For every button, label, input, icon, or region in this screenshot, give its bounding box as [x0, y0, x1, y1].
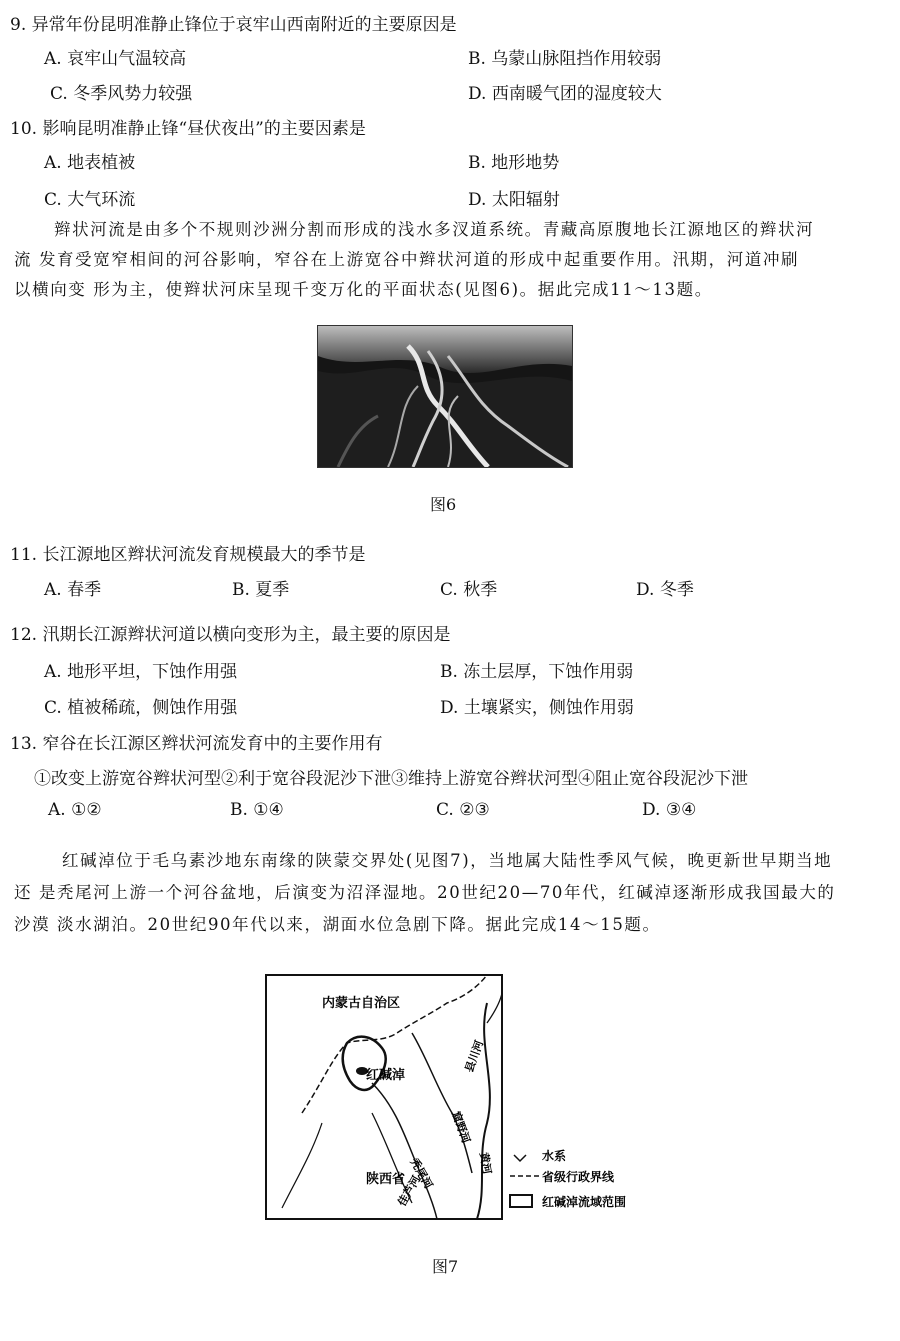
- figure-6-caption: 图6: [430, 495, 457, 514]
- q12-option-a: A. 地形平坦，下蚀作用强: [44, 662, 238, 682]
- label-inner-mongolia: 内蒙古自治区: [322, 995, 401, 1010]
- legend-basin-icon: [510, 1195, 532, 1207]
- label-kuye-river: 窟野河: [449, 1109, 472, 1146]
- q10-stem: 10. 影响昆明准静止锋“昼伏夜出”的主要因素是: [10, 119, 366, 139]
- q9-option-b: B. 乌蒙山脉阻挡作用较弱: [468, 49, 662, 69]
- q12-option-d: D. 土壤紧实，侧蚀作用弱: [440, 698, 634, 718]
- label-tuwei-river: 秃尾河: [407, 1156, 435, 1192]
- q13-option-b: B. ①④: [230, 800, 284, 820]
- q13-statements: ①改变上游宽谷辫状河型②利于宽谷段泥沙下泄③维持上游宽谷辫状河型④阻止宽谷段泥沙下泄: [34, 769, 748, 789]
- q12-stem: 12. 汛期长江源辫状河道以横向变形为主，最主要的原因是: [10, 625, 451, 645]
- figure-6-braided-river-photo: [317, 325, 573, 468]
- q11-option-c: C. 秋季: [440, 580, 498, 600]
- q9-stem: 9. 异常年份昆明准静止锋位于哀牢山西南附近的主要原因是: [10, 15, 457, 35]
- q12-option-c: C. 植被稀疏，侧蚀作用强: [44, 698, 238, 718]
- q11-option-d: D. 冬季: [636, 580, 694, 600]
- passage2-line-1: 红碱淖位于毛乌素沙地东南缘的陕蒙交界处(见图7)，当地属大陆性季风气候，晚更新世早期当地: [62, 851, 833, 870]
- q12-option-b: B. 冻土层厚，下蚀作用弱: [440, 662, 634, 682]
- legend-river-label: 水系: [542, 1149, 567, 1163]
- q9-option-a: A. 哀牢山气温较高: [44, 49, 187, 69]
- passage1-line-2: 流 发育受宽窄相间的河谷影响，窄谷在上游宽谷中辫状河道的形成中起重要作用。汛期，河道冲刷: [14, 250, 800, 269]
- q11-option-a: A. 春季: [44, 580, 102, 600]
- q13-stem: 13. 窄谷在长江源区辫状河流发育中的主要作用有: [10, 734, 383, 754]
- q9-option-d: D. 西南暖气团的湿度较大: [468, 84, 662, 104]
- passage1-line-3: 以横向变 形为主，使辫状河床呈现千变万化的平面状态(见图6)。据此完成11～13题。: [14, 280, 713, 299]
- label-shaanxi: 陕西省: [366, 1171, 406, 1186]
- q10-option-d: D. 太阳辐射: [468, 190, 560, 210]
- figure-7-map: [262, 963, 662, 1221]
- q10-option-b: B. 地形地势: [468, 153, 560, 173]
- q13-option-c: C. ②③: [436, 800, 490, 820]
- legend-river-icon: [514, 1155, 526, 1161]
- q10-option-c: C. 大气环流: [44, 190, 136, 210]
- q11-option-b: B. 夏季: [232, 580, 290, 600]
- passage1-line-1: 辫状河流是由多个不规则沙洲分割而形成的浅水多汊道系统。青藏高原腹地长江源地区的辫状河: [54, 220, 815, 239]
- q10-option-a: A. 地表植被: [44, 153, 136, 173]
- q13-option-d: D. ③④: [642, 800, 697, 820]
- label-jialu-river: 佳芦河: [396, 1173, 424, 1209]
- legend-basin-label: 红碱淖流域范围: [542, 1195, 627, 1209]
- label-yellow-river: 黄河: [477, 1151, 493, 1176]
- passage2-line-2: 还 是秃尾河上游一个河谷盆地，后演变为沼泽湿地。20世纪20—70年代，红碱淖逐渐形成我国最大的: [14, 883, 836, 902]
- passage-hongjiannao: [14, 845, 886, 941]
- q9-option-c: C. 冬季风势力较强: [50, 84, 193, 104]
- label-xianchuan-river: 县川河: [463, 1038, 487, 1075]
- figure-7-caption: 图7: [432, 1257, 459, 1276]
- passage2-line-3: 沙漠 淡水湖泊。20世纪90年代以来，湖面水位急剧下降。据此完成14～15题。: [14, 915, 661, 934]
- legend-boundary-label: 省级行政界线: [542, 1170, 615, 1184]
- q13-option-a: A. ①②: [48, 800, 102, 820]
- passage-braided-river: [14, 215, 886, 305]
- q11-stem: 11. 长江源地区辫状河流发育规模最大的季节是: [10, 545, 366, 565]
- label-hongjiannao: 红碱淖: [366, 1067, 406, 1082]
